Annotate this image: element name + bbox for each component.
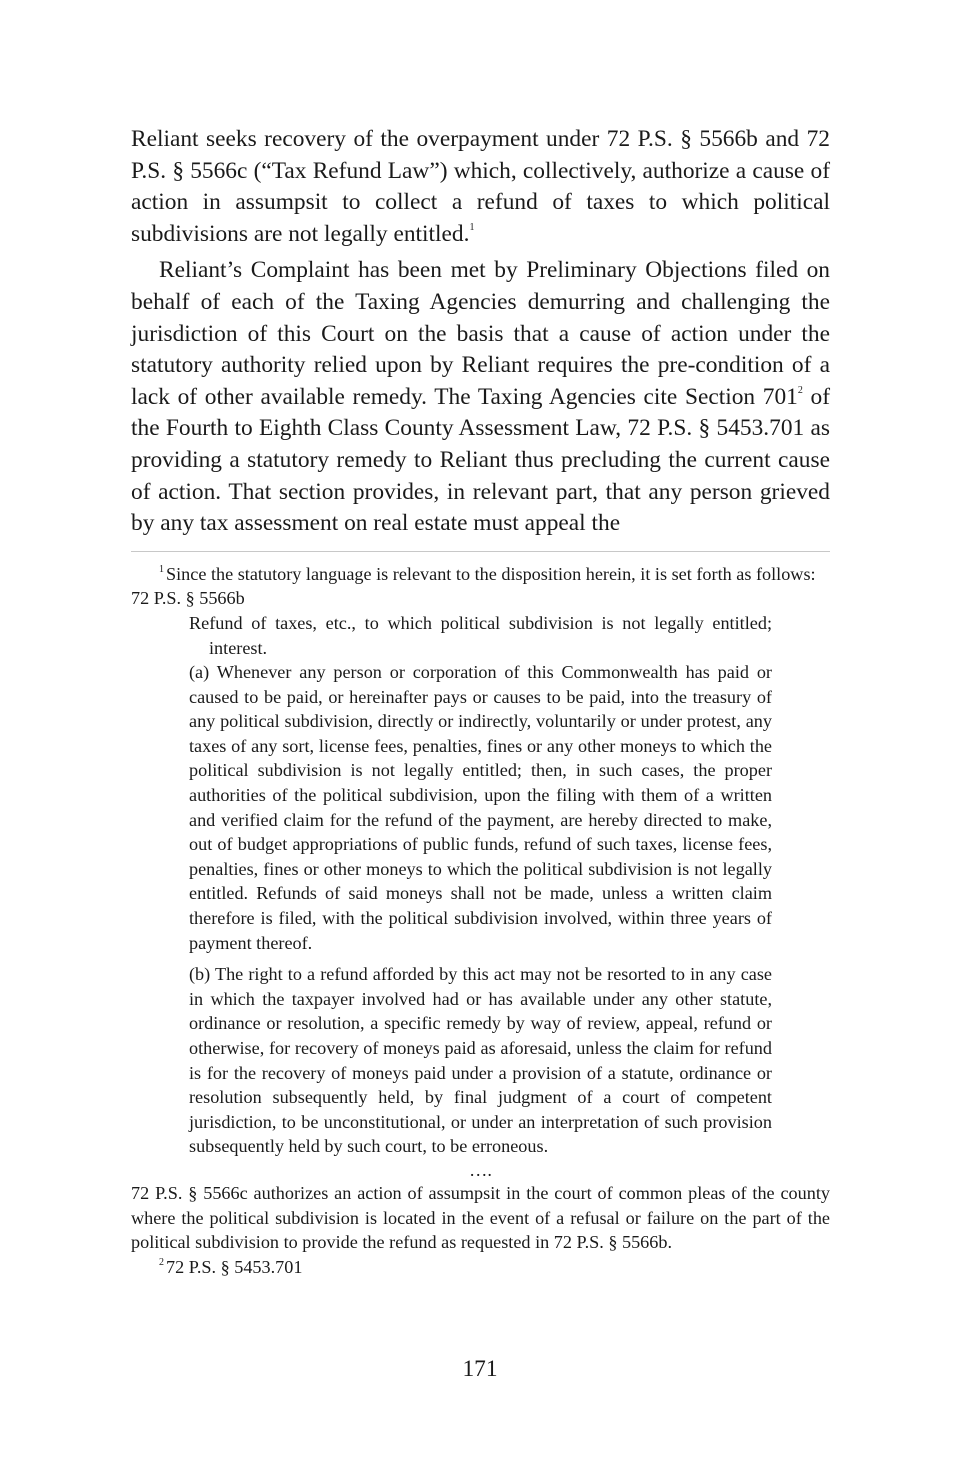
- statute-subsection-a: (a) Whenever any person or corporation of this Commonwealth has paid or caused to be paid, or hereinafter pays or causes to be paid, into the treasury of any political subdivision, directly or indirectly, voluntarily or under protest, any taxes of any sort, license fees, penalties, fines or any other moneys to which the political subdivision is not legally entitled; then, in such cases, the proper authorities of the political subdivision, upon the filing with them of a written and verified claim for the refund of the payment, are hereby directed to make, out of budget appropriations of public funds, refund of such taxes, license fees, penalties, fines or other moneys to which the political subdivision is not legally entitled. Refunds of said moneys shall not be made, unless a written claim therefore is filed, with the political subdivision involved, within three years of payment thereof.: [189, 662, 772, 953]
- footnote-divider: [131, 551, 830, 552]
- paragraph-text-continued: of the Fourth to Eighth Class County Assessment Law, 72 P.S. § 5453.701 as providing a statutory remedy to Reliant thus precluding the current cause of action. That section provides, in relevant part, that any person grieved by any tax assessment on real estate must appeal the: [131, 383, 830, 537]
- statute-block-quote: [189, 611, 772, 1159]
- footnote-1-intro: [131, 562, 830, 587]
- footnote-reference-1[interactable]: 1: [469, 221, 475, 233]
- omission-ellipsis: ….: [469, 1159, 492, 1180]
- statute-citation: 72 P.S. § 5566b: [131, 588, 245, 609]
- body-paragraph-2: [131, 255, 830, 539]
- body-paragraph-1: [131, 124, 830, 250]
- footnote-1-closing: 72 P.S. § 5566c authorizes an action of assumpsit in the court of common pleas of the county where the political subdivision is located in the event of a refusal or failure on the part of the political subdivision to provide the refund as requested in 72 P.S. § 5566b.: [131, 1182, 830, 1253]
- footnote-reference-2[interactable]: 2: [797, 384, 803, 396]
- footnotes-section: [131, 562, 830, 1280]
- footnote-marker-2: 2: [159, 1256, 164, 1268]
- paragraph-text: Reliant seeks recovery of the overpayment under 72 P.S. § 5566b and 72 P.S. § 5566c (“Tax Refund Law”) which, collectively, authorize a cause of action in assumpsit to collect a refund of taxes to which political subdivisions are not legally entitled.: [131, 126, 830, 247]
- footnote-marker-1: 1: [159, 563, 164, 575]
- statute-subsection-b: (b) The right to a refund afforded by this act may not be resorted to in any case in which the taxpayer involved had or has available under any other statute, ordinance or resolution, a specific remedy by way of review, appeal, refund or otherwise, for recovery of moneys paid as aforesaid, unless the claim for refund is for the recovery of moneys paid under a provision of a statute, ordinance or resolution subsequently held, by final judgment of a court of competent jurisdiction, to be unconstitutional, or under an interpretation of such provision subsequently held by such court, to be erroneous.: [189, 964, 772, 1157]
- footnote-2-text: 72 P.S. § 5453.701: [166, 1256, 303, 1277]
- page-content: [131, 124, 830, 1279]
- footnote-2: [131, 1255, 830, 1280]
- statute-heading: Refund of taxes, etc., to which political subdivision is not legally entitled; interest.: [189, 612, 772, 658]
- footnote-1-intro-text: Since the statutory language is relevant to the disposition herein, it is set forth as follows:: [166, 563, 816, 584]
- page-number: 171: [462, 1356, 498, 1382]
- paragraph-text: Reliant’s Complaint has been met by Preliminary Objections filed on behalf of each of the Taxing Agencies demurring and challenging the jurisdiction of this Court on the basis that a cause of action under the statutory authority relied upon by Reliant requires the pre-condition of a lack of other available remedy. The Taxing Agencies cite Section 701: [131, 257, 830, 410]
